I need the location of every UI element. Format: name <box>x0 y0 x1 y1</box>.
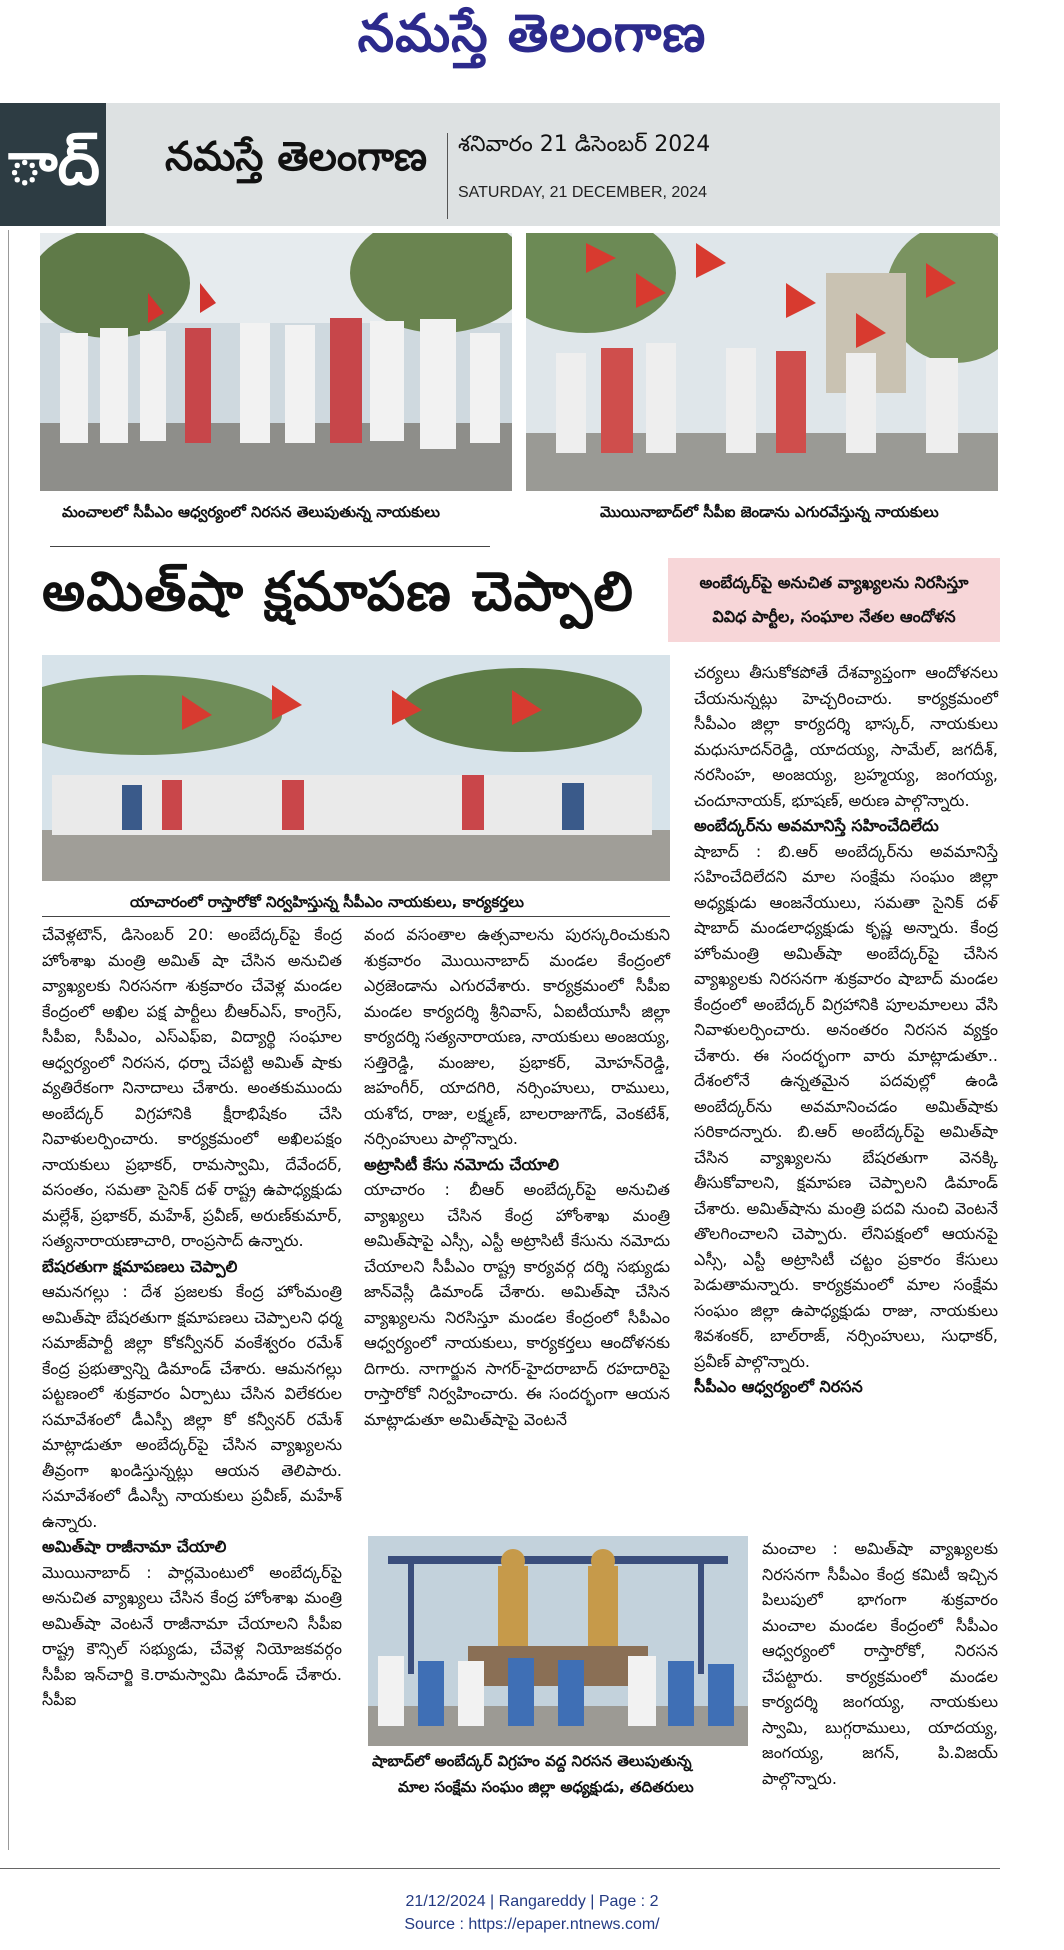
paragraph-moinabad: మొయినాబాద్ : పార్లమెంటులో అంబేద్కర్‌పై అనుచిత వ్యాఖ్యలు చేసిన కేంద్ర హోంశాఖ మంత్రి అమిత్‌షా వెంటనే రాజీనామా చేయాలని సీపీఐ రాష్ట్ర కౌన్సిల్ సభ్యుడు, చేవెళ్ల నియోజకవర్గం సీపీఐ ఇన్‌చార్జి కె.రామస్వామి డిమాండ్ చేశారు. సీపీఐ <box>42 1562 342 1709</box>
photo-yacharam-rasta-roko <box>42 655 670 881</box>
photo-moinabad-flag <box>526 233 998 491</box>
subheading-resignation: అమిత్‌షా రాజీనామా చేయాలి <box>42 1537 227 1556</box>
subhead-line-2: వివిధ పార్టీల, సంఘాల నేతల ఆందోళన <box>712 607 956 626</box>
date-telugu: శనివారం 21 డిసెంబర్ 2024 <box>458 132 711 157</box>
paragraph-cpi-flag: వంద వసంతాల ఉత్సవాలను పురస్కరించుకుని శుక్రవారం మొయినాబాద్ మండల కేంద్రంలో ఎర్రజెండాను ఎగురవేశారు. కార్యక్రమంలో సీపీఐ మండల కార్యదర్శి శ్రీనివాస్, ఏఐటీయూసీ జిల్లా కార్యదర్శి సత్యనారాయణ, నాయకులు అంజయ్య, సత్తిరెడ్డి, మంజుల, ప్రభాకర్, మోహన్‌రెడ్డి, జహంగీర్, యాదగిరి, నర్సింహులు, రాములు, యశోద, రాజు, లక్ష్మణ్, బాలరాజుగౌడ్, వెంకటేశ్, నర్సింహులు పాల్గొన్నారు. <box>364 925 670 1148</box>
subheading-apology: బేషరతుగా క్షమాపణలు చెప్పాలి <box>42 1256 238 1276</box>
caption-main-photo: యాచారంలో రాస్తారోకో నిర్వహిస్తున్న సీపీఎం నాయకులు, కార్యకర్తలు <box>130 893 524 911</box>
paragraph-amangal: ఆమనగల్లు : దేశ ప్రజలకు కేంద్ర హోంమంత్రి అమిత్‌షా బేషరతుగా క్షమాపణలు చెప్పాలని ధర్మ సమాజ్‌పార్టీ జిల్లా కోకన్వీనర్ వంకేశ్వరం రమేశ్ కేంద్ర ప్రభుత్వాన్ని డిమాండ్ చేశారు. ఆమనగల్లు పట్టణంలో శుక్రవారం ఏర్పాటు చేసిన విలేకరుల సమావేశంలో డీఎస్పీ జిల్లా కో కన్వీనర్ రమేశ్ మాట్లాడుతూ అంబేద్కర్‌పై చేసిన వ్యాఖ్యలను తీవ్రంగా ఖండిస్తున్నట్లు ఆయన తెలిపారు. సమావేశంలో డీఎస్పీ నాయకులు ప్రవీణ్, మహేశ్ ఉన్నారు. <box>42 1282 342 1531</box>
footer <box>0 1890 1064 1936</box>
article-subhead <box>668 558 1000 642</box>
header-band <box>0 103 1000 226</box>
article-column-2 <box>364 922 670 1432</box>
footer-edition: 21/12/2024 | Rangareddy | Page : 2 <box>405 1893 659 1910</box>
section-tag: ాద్ <box>0 103 106 226</box>
footer-source-link[interactable]: Source : https://epaper.ntnews.com/ <box>404 1916 660 1933</box>
masthead-title: నమస్తే తెలంగాణ <box>357 4 707 64</box>
photo-shabad-statue <box>368 1536 748 1746</box>
article-column-1 <box>42 922 342 1713</box>
photo-manchala-protest <box>40 233 512 491</box>
paragraph-chevella: చేవెళ్లటౌన్, డిసెంబర్ 20: అంబేద్కర్‌పై కేంద్ర హోంశాఖ మంత్రి అమిత్ షా చేసిన అనుచిత వ్యాఖ్యలకు నిరసనగా శుక్రవారం చేవెళ్ల మండల కేంద్రంలో అఖిల పక్ష పార్టీలు బీఆర్ఎస్, కాంగ్రెస్, సీపీఐ, సీపీఎం, ఎస్ఎఫ్ఐ, విద్యార్థి సంఘాల ఆధ్వర్యంలో నిరసన, ధర్నా చేపట్టి అమిత్ షాకు వ్యతిరేకంగా నినాదాలు చేశారు. అంతకుముందు అంబేద్కర్ విగ్రహానికి క్షీరాభిషేకం చేసి నివాళులర్పించారు. కార్యక్రమంలో అఖిలపక్షం నాయకులు ప్రభాకర్, రామస్వామి, దేవేందర్, వసంతం, సమతా సైనిక్ దళ్ రాష్ట్ర ఉపాధ్యక్షుడు మల్లేశ్, ప్రభాకర్, మహేశ్, ప్రవీణ్, అరుణ్‌కుమార్, సత్యనారాయణాచారి, రాంప్రసాద్ ఉన్నారు. <box>42 925 342 1250</box>
caption-statue-line-1: షాబాద్‌లో అంబేద్కర్ విగ్రహం వద్ద నిరసన తెలుపుతున్న <box>372 1752 692 1770</box>
left-margin-rule <box>8 230 9 1850</box>
article-column-3-lower <box>762 1536 998 1791</box>
brand-logo: నమస్తే తెలంగాణ <box>165 134 428 180</box>
caption-statue-line-2: మాల సంక్షేమ సంఘం జిల్లా అధ్యక్షుడు, తదితరులు <box>398 1778 694 1796</box>
paragraph-manchala: మంచాల : అమిత్‌షా వ్యాఖ్యలకు నిరసనగా సీపీఎం కేంద్ర కమిటీ ఇచ్చిన పిలుపులో భాగంగా శుక్రవారం మంచాల మండల కేంద్రంలో సీపీఎం ఆధ్వర్యంలో రాస్తారోకో, నిరసన చేపట్టారు. కార్యక్రమంలో మండల కార్యదర్శి జంగయ్య, నాయకులు స్వామి, బుగ్గరాములు, యాదయ్య, జంగయ్య, జగన్, పి.విజయ్ పాల్గొన్నారు. <box>762 1539 998 1788</box>
caption-top-left: మంచాలలో సీపీఎం ఆధ్వర్యంలో నిరసన తెలుపుతున్న నాయకులు <box>62 503 440 521</box>
paragraph-shabad: షాబాద్ : బి.ఆర్ అంబేద్కర్‌ను అవమానిస్తే సహించేదిలేదని మాల సంక్షేమ సంఘం జిల్లా అధ్యక్షుడు ఆంజనేయులు, సమతా సైనిక్ దళ్ షాబాద్ మండలాధ్యక్షుడు కృష్ణ అన్నారు. కేంద్ర హోంమంత్రి అమిత్‌షా అంబేద్కర్‌పై చేసిన వ్యాఖ్యలకు నిరసనగా శుక్రవారం షాబాద్ మండల కేంద్రంలో అంబేద్కర్ విగ్రహానికి పూలమాలలు వేసి నివాళులర్పించారు. అనంతరం నిరసన వ్యక్తం చేశారు. ఈ సందర్భంగా వారు మాట్లాడుతూ.. దేశంలోనే ఉన్నతమైన పదవుల్లో ఉండి అంబేద్కర్‌ను అవమానించడం అమిత్‌షాకు సరికాదన్నారు. బి.ఆర్ అంబేద్కర్‌పై అమిత్‌షా చేసిన వ్యాఖ్యలను బేషరతుగా వెనక్కి తీసుకోవాలని, క్షమాపణ చెప్పాలని డిమాండ్ చేశారు. అమిత్‌షాను మంత్రి పదవి నుంచి వెంటనే తొలగించాలని చెప్పారు. లేనిపక్షంలో ఆయనపై ఎస్సీ, ఎస్టీ అట్రాసిటీ చట్టం ప్రకారం కేసులు పెడుతామన్నారు. కార్యక్రమంలో మాల సంక్షేమ సంఘం జిల్లా ఉపాధ్యక్షుడు రాజు, నాయకులు శివశంకర్, బాల్‌రాజ్, నర్సింహులు, సుధాకర్, ప్రవీణ్ పాల్గొన్నారు. <box>694 841 998 1371</box>
rule-under-main-photo <box>42 916 670 917</box>
caption-top-right: మొయినాబాద్‌లో సీపీఐ జెండాను ఎగురవేస్తున్న నాయకులు <box>600 503 939 521</box>
paragraph-yacharam-cont: చర్యలు తీసుకోకపోతే దేశవ్యాప్తంగా ఆందోళనలు చేయనున్నట్లు హెచ్చరించారు. కార్యక్రమంలో సీపీఎం జిల్లా కార్యదర్శి భాస్కర్, నాయకులు మధుసూదన్‌రెడ్డి, యాదయ్య, సామేల్, జగదీశ్, నరసింహ, అంజయ్య, బ్రహ్మయ్య, జంగయ్య, చందూనాయక్, భూషణ్, అరుణ పాల్గొన్నారు. <box>694 663 998 810</box>
paragraph-yacharam: యాచారం : బీఆర్ అంబేద్కర్‌పై అనుచిత వ్యాఖ్యలు చేసిన కేంద్ర హోంశాఖ మంత్రి అమిత్‌షాపై ఎస్సీ, ఎస్టీ అట్రాసిటీ కేసును నమోదు చేయాలని సీపీఎం రాష్ట్ర కార్యవర్గ దర్శి సభ్యుడు జాన్‌వెస్లీ డిమాండ్ చేశారు. అమిత్‌షా చేసిన వ్యాఖ్యలను నిరసిస్తూ మండల కేంద్రంలో సీపీఎం ఆధ్వర్యంలో నాయకులు, కార్యకర్తలు ఆందోళనకు దిగారు. నాగార్జున సాగర్-హైదరాబాద్ రహదారిపై రాస్తారోకో నిర్వహించారు. ఈ సందర్భంగా ఆయన మాట్లాడుతూ అమిత్‌షాపై వెంటనే <box>364 1180 670 1429</box>
header-divider <box>447 133 448 219</box>
subhead-line-1: అంబేద్కర్‌పై అనుచిత వ్యాఖ్యలను నిరసిస్తూ <box>699 573 969 592</box>
footer-rule <box>0 1868 1000 1869</box>
article-column-3 <box>694 660 998 1400</box>
date-english: SATURDAY, 21 DECEMBER, 2024 <box>458 184 707 201</box>
subheading-atrocity-case: అట్రాసిటీ కేసు నమోదు చేయాలి <box>364 1154 559 1174</box>
subheading-insult: అంబేద్కర్‌ను అవమానిస్తే సహించేదిలేదు <box>694 816 939 835</box>
rule-under-captions <box>50 546 490 547</box>
subheading-cpm-protest: సీపీఎం ఆధ్వర్యంలో నిరసన <box>694 1377 863 1396</box>
article-headline: అమిత్‌షా క్షమాపణ చెప్పాలి <box>42 560 634 623</box>
